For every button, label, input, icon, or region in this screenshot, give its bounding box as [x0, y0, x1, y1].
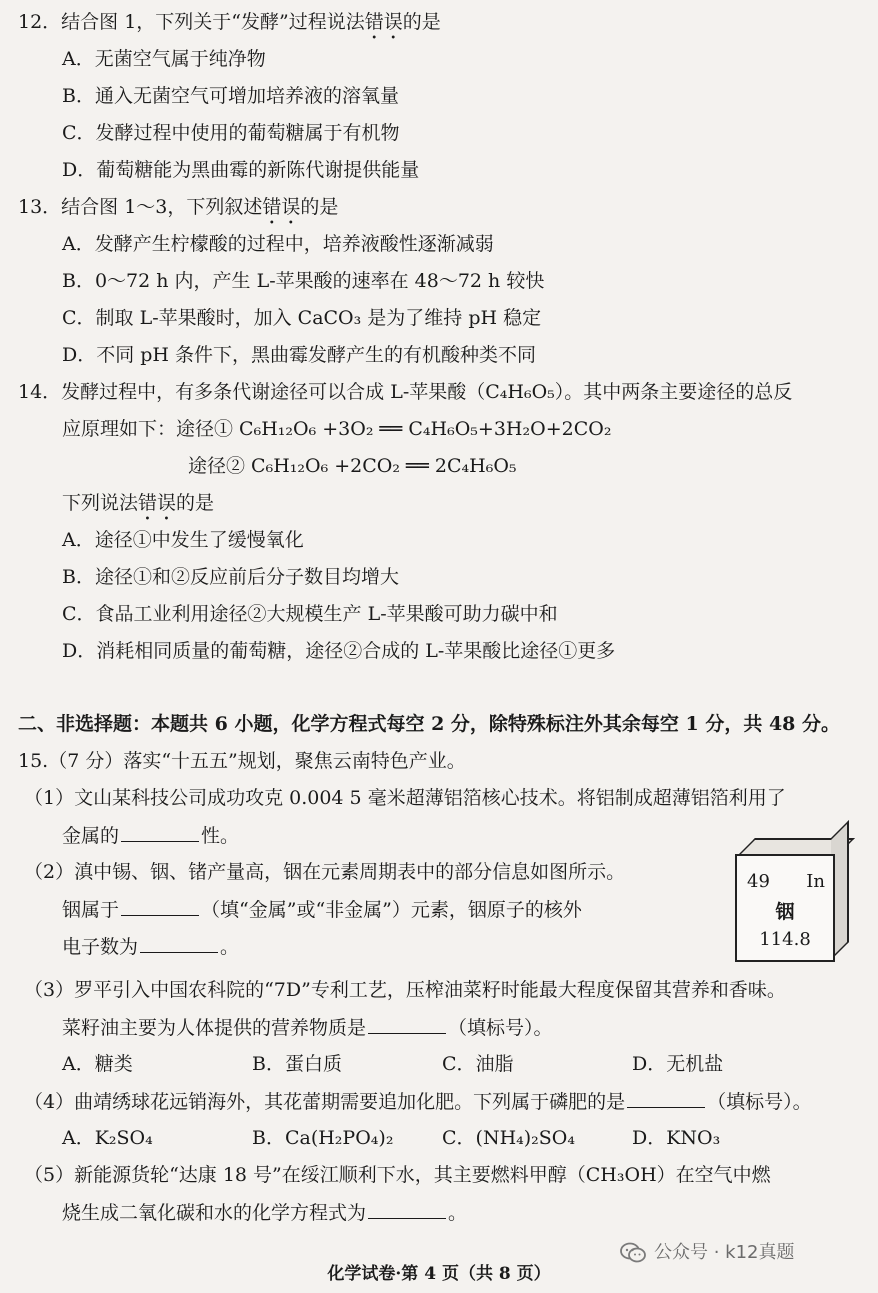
- q12-stem: 12．结合图 1，下列关于“发酵”过程说法错误的是: [18, 11, 441, 33]
- q14-option-c: C．食品工业利用途径②大规模生产 L-苹果酸可助力碳中和: [62, 603, 558, 625]
- atomic-number: 49: [747, 871, 770, 892]
- section2-heading: 二、非选择题：本题共 6 小题，化学方程式每空 2 分，除特殊标注外其余每空 1 分，共 48 分。: [18, 713, 841, 735]
- q15-stem: 15.（7 分）落实“十五五”规划，聚焦云南特色产业。: [18, 750, 466, 772]
- q14-stem-line1: 14．发酵过程中，有多条代谢途径可以合成 L-苹果酸（C₄H₆O₅）。其中两条主要途径的总反: [18, 381, 793, 403]
- q14-option-a: A．途径①中发生了缓慢氧化: [62, 529, 304, 551]
- indium-element-card: [727, 832, 851, 962]
- q15-part5-line2: 烧生成二氧化碳和水的化学方程式为 。: [62, 1202, 468, 1224]
- q13-option-d: D．不同 pH 条件下，黑曲霉发酵产生的有机酸种类不同: [62, 344, 537, 366]
- answer-blank[interactable]: [368, 1200, 446, 1219]
- option-c: C．油脂: [442, 1053, 514, 1075]
- answer-blank[interactable]: [121, 897, 199, 916]
- q14-ask: 下列说法错误的是: [62, 492, 215, 514]
- q15-part3-line2: 菜籽油主要为人体提供的营养物质是 （填标号）。: [62, 1017, 553, 1039]
- answer-blank[interactable]: [368, 1015, 446, 1034]
- wechat-icon: [620, 1242, 646, 1264]
- element-symbol: In: [806, 871, 825, 892]
- q12-option-a: A．无菌空气属于纯净物: [62, 48, 266, 70]
- q15-part3-line1: （3）罗平引入中国农科院的“7D”专利工艺，压榨油菜籽时能最大程度保留其营养和香味。: [24, 979, 786, 1001]
- answer-blank[interactable]: [627, 1089, 705, 1108]
- answer-blank[interactable]: [140, 934, 218, 953]
- q15-part3-options: [62, 1052, 822, 1076]
- atomic-mass: 114.8: [759, 929, 811, 950]
- option-a: A．K₂SO₄: [62, 1127, 153, 1149]
- q14-option-d: D．消耗相同质量的葡萄糖，途径②合成的 L-苹果酸比途径①更多: [62, 640, 616, 662]
- option-a: A．糖类: [62, 1053, 133, 1075]
- watermark-text: 公众号 · k12真题: [654, 1242, 795, 1263]
- q13-stem: 13．结合图 1～3，下列叙述错误的是: [18, 196, 339, 218]
- card-front-face: [735, 854, 835, 962]
- q15-part4-options: [62, 1126, 822, 1150]
- option-d: D．无机盐: [632, 1053, 724, 1075]
- q12-option-c: C．发酵过程中使用的葡萄糖属于有机物: [62, 122, 400, 144]
- q12-option-b: B．通入无菌空气可增加培养液的溶氧量: [62, 85, 399, 107]
- q13-option-c: C．制取 L-苹果酸时，加入 CaCO₃ 是为了维持 pH 稳定: [62, 307, 542, 329]
- q13-option-b: B．0～72 h 内，产生 L-苹果酸的速率在 48～72 h 较快: [62, 270, 545, 292]
- q15-part2-line1: （2）滇中锡、铟、锗产量高，铟在元素周期表中的部分信息如图所示。: [24, 861, 626, 883]
- element-name: 铟: [775, 901, 795, 923]
- q14-stem-line3: 途径② C₆H₁₂O₆ +2CO₂ ══ 2C₄H₆O₅: [188, 455, 517, 477]
- q14-option-b: B．途径①和②反应前后分子数目均增大: [62, 566, 399, 588]
- q15-part4-line1: （4）曲靖绣球花远销海外，其花蕾期需要追加化肥。下列属于磷肥的是 （填标号）。: [24, 1091, 812, 1113]
- q15-part2-line3: 电子数为 。: [62, 936, 240, 958]
- option-b: B．Ca(H₂PO₄)₂: [252, 1127, 394, 1149]
- q15-part2-line2: 铟属于 （填“金属”或“非金属”）元素，铟原子的核外: [62, 899, 582, 921]
- q12-option-d: D．葡萄糖能为黑曲霉的新陈代谢提供能量: [62, 159, 420, 181]
- option-d: D．KNO₃: [632, 1127, 721, 1149]
- q13-option-a: A．发酵产生柠檬酸的过程中，培养液酸性逐渐减弱: [62, 233, 494, 255]
- option-b: B．蛋白质: [252, 1053, 342, 1075]
- answer-blank[interactable]: [121, 823, 199, 842]
- q14-stem-line2: 应原理如下：途径① C₆H₁₂O₆ +3O₂ ══ C₄H₆O₅+3H₂O+2CO₂: [62, 418, 612, 440]
- q15-part5-line1: （5）新能源货轮“达康 18 号”在绥江顺利下水，其主要燃料甲醇（CH₃OH）在空气中燃: [24, 1164, 771, 1186]
- option-c: C．(NH₄)₂SO₄: [442, 1127, 576, 1149]
- q15-part1-line1: （1）文山某科技公司成功攻克 0.004 5 毫米超薄铝箔核心技术。将铝制成超薄铝箔利用了: [24, 787, 786, 809]
- q15-part1-line2: 金属的 性。: [62, 825, 240, 847]
- page-footer: 化学试卷·第 4 页（共 8 页）: [327, 1264, 551, 1284]
